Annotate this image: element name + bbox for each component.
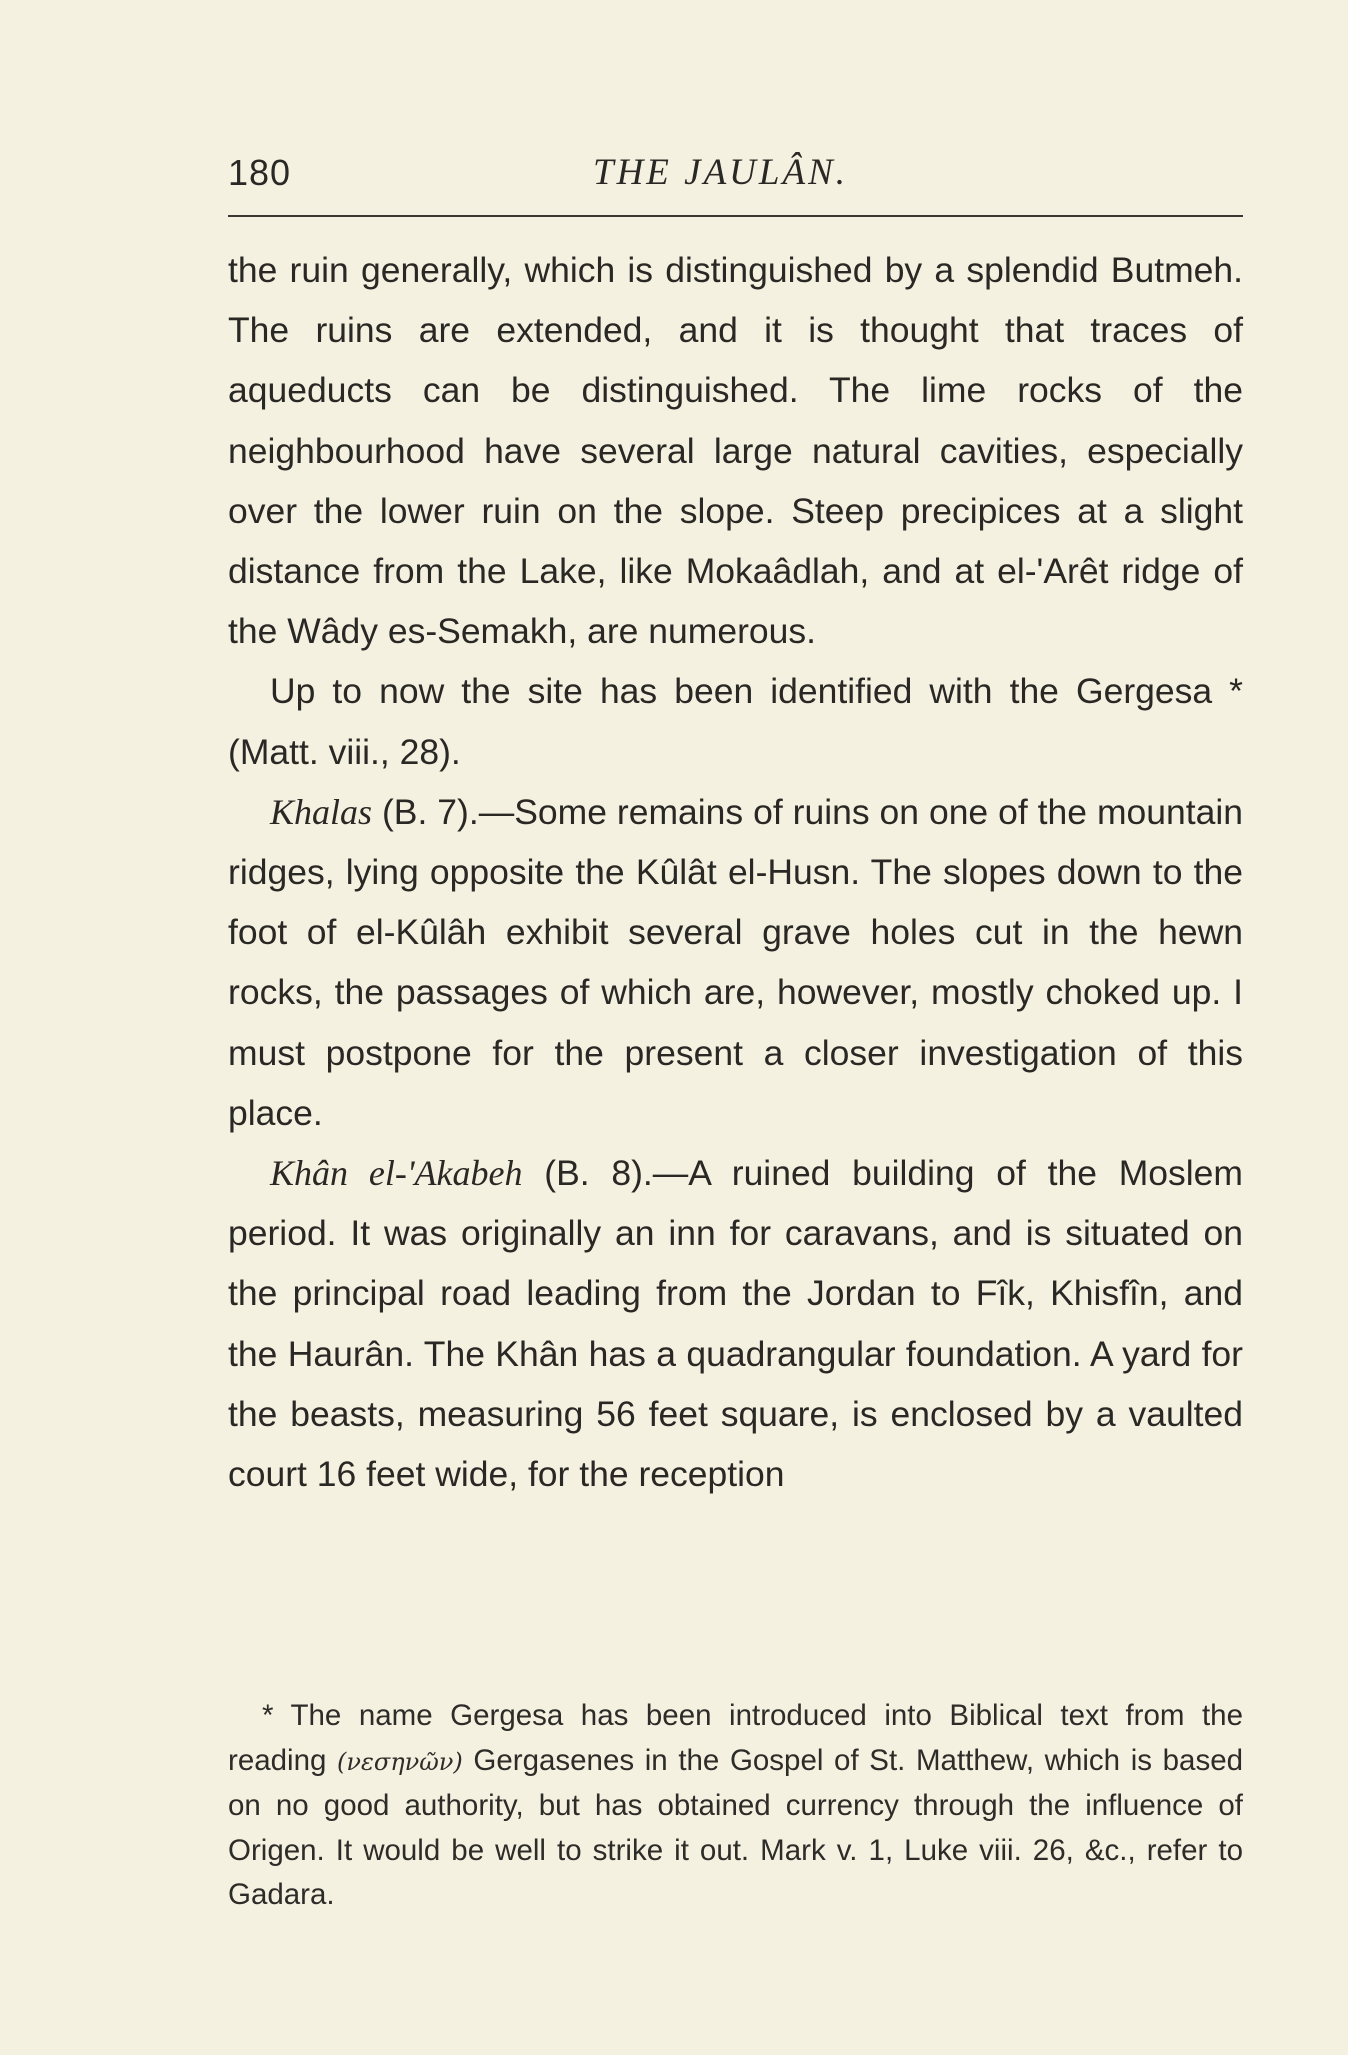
footnote — [228, 1694, 1243, 1918]
entry-term-khan-el-akabeh: Khân el-'Akabeh — [270, 1153, 523, 1194]
footnote-greek: (νεσηνῶν) — [337, 1747, 463, 1776]
paragraph-gergesa: Up to now the site has been identified with the Gergesa * (Matt. viii., 28). — [228, 671, 1243, 772]
footnote-part-1: * The name Gergesa has been introduced into Biblical text from the reading — [228, 1699, 1243, 1777]
page-header — [228, 148, 1243, 198]
footnote-text — [228, 1694, 1243, 1918]
footnote-part-2: Gergasenes in the Gospel of St. Matthew, which is based on no good authority, but has obtained currency through the influence of Origen. It would be well to strike it out. Mark v. 1, Luke viii. 26, &c., refer to Gadara. — [228, 1743, 1244, 1911]
main-text — [228, 240, 1243, 1504]
paragraph-khalas — [228, 782, 1243, 1143]
page-number: 180 — [228, 152, 292, 193]
running-title: THE JAULÂN. — [593, 152, 848, 193]
entry-text-khalas: (B. 7).—Some remains of ruins on one of the mountain ridges, lying opposite the Kûlât el-Husn. The slopes down to the foot of el-Kûlâh exhibit several grave holes cut in the hewn rocks, the passages of which are, however, mostly choked up. I must postpone for the present a closer investigation of this place. — [228, 791, 1243, 1133]
header-rule — [228, 215, 1243, 217]
entry-text-khan-el-akabeh: (B. 8).—A ruined building of the Moslem period. It was originally an inn for caravans, and is situated on the principal road leading from the Jordan to Fîk, Khisfîn, and the Haurân. The Khân has a quadrangular foundation. A yard for the beasts, measuring 56 feet square, is enclosed by a vaulted court 16 feet wide, for the reception — [228, 1153, 1243, 1495]
entry-term-khalas: Khalas — [270, 791, 373, 832]
paragraph-butmeh: the ruin generally, which is distinguished by a splendid Butmeh. The ruins are extended, and it is thought that traces of aqueducts can be distinguished. The lime rocks of the neighbourhood have several large natural cavities, especially over the lower ruin on the slope. Steep precipices at a slight distance from the Lake, like Mokaâdlah, and at el-'Arêt ridge of the Wâdy es-Semakh, are numerous. — [228, 250, 1243, 652]
paragraph-khan-el-akabeh — [228, 1143, 1243, 1504]
